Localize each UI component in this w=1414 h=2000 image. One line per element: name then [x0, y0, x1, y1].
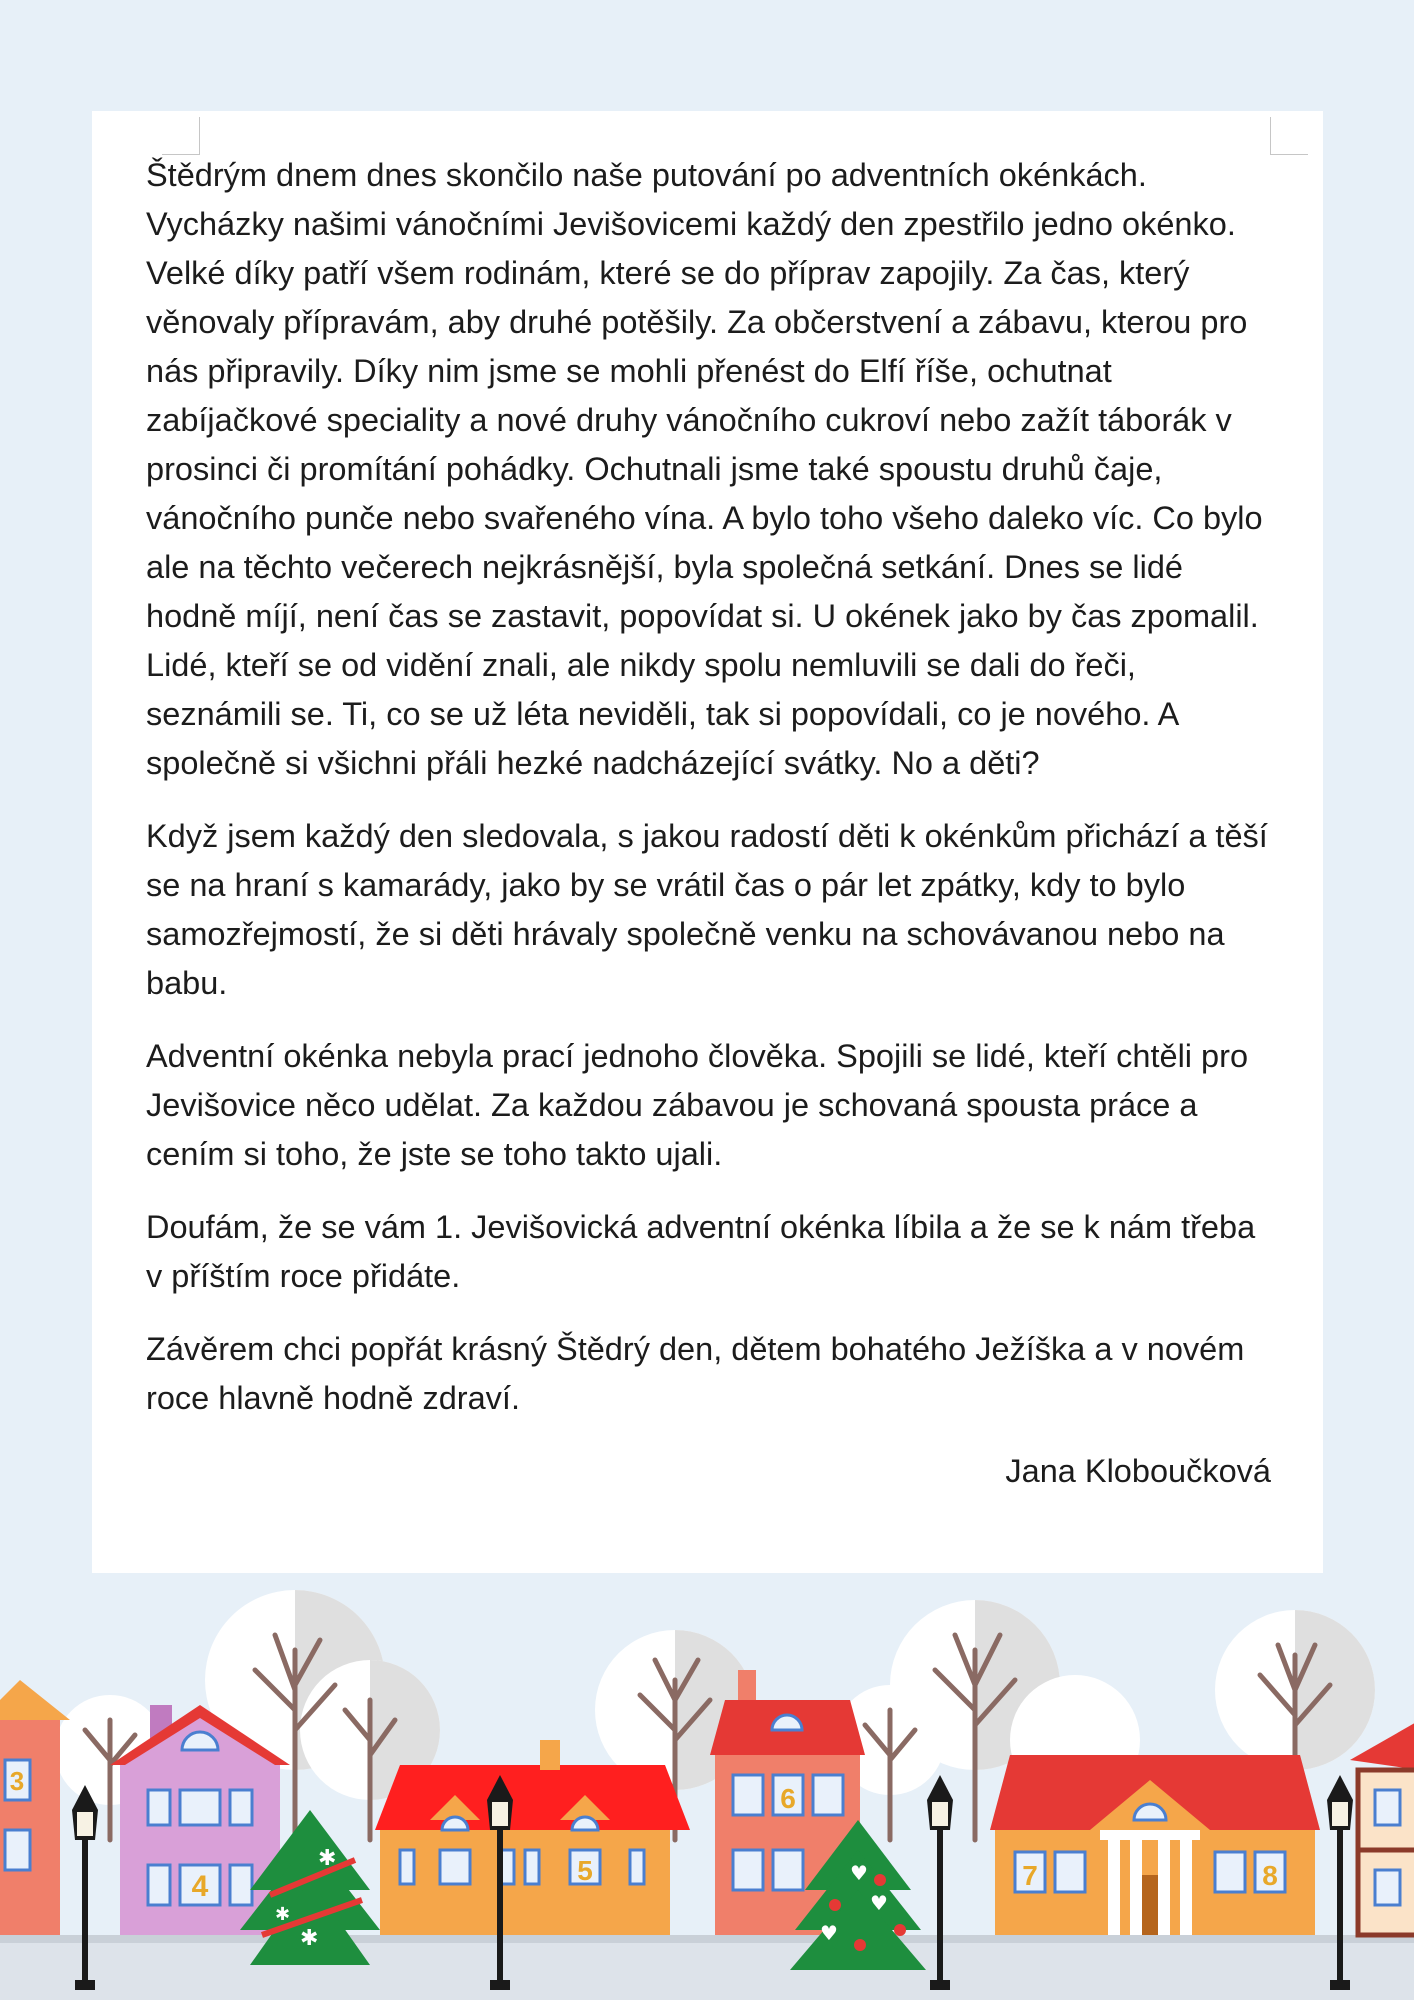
signature: Jana Kloboučková [1005, 1453, 1271, 1489]
house-number-7: 7 [1022, 1860, 1038, 1891]
ground [0, 1935, 1414, 2000]
house-number-3: 3 [9, 1766, 25, 1796]
paragraph-3: Adventní okénka nebyla prací jednoho člověka. Spojili se lidé, kteří chtěli pro Jevišovice něco udělat. Za každou zábavou je schovaná spousta práce a cením si toho, že jste se toho takto ujali. [146, 1038, 1249, 1172]
paragraph-5: Závěrem chci popřát krásný Štědrý den, dětem bohatého Ježíška a v novém roce hlavně hodně zdraví. [146, 1331, 1245, 1416]
house-7-8 [990, 1755, 1320, 1935]
paragraph-4: Doufám, že se vám 1. Jevišovická adventní okénka líbila a že se k nám třeba v příštím roce přidáte. [146, 1209, 1256, 1294]
house-number-4: 4 [191, 1870, 209, 1903]
house-5 [375, 1740, 690, 1935]
crop-mark-top-right [1270, 117, 1308, 155]
paragraph-1: Štědrým dnem dnes skončilo naše putování po adventních okénkách. Vycházky našimi vánočními Jevišovicemi každý den zpestřilo jedno okénko. Velké díky patří všem rodinám, které se do příprav zapojily. Za čas, který věnovaly přípravám, aby druhé potěšily. Za občerstvení a zábavu, kterou pro nás připravily. Díky nim jsme se mohli přenést do Elfí říše, ochutnat zabíjačkové speciality a nové druhy vánočního cukroví nebo zažít táborák v prosinci či promítání pohádky. Ochutnali jsme také spoustu druhů čaje, vánočního punče nebo svařeného vína. A bylo toho všeho daleko víc. Co bylo ale na těchto večerech nejkrásnější, byla společná setkání. Dnes se lidé hodně míjí, není čas se zastavit, popovídat si. U okének jako by čas zpomalil. Lidé, kteří se od vidění znali, ale nikdy spolu nemluvili se dali do řeči, seznámili se. Ti, co se už léta neviděli, tak si popovídali, co je nového. A společně si všichni přáli hezké nadcházející svátky. No a děti? [146, 157, 1263, 781]
svg-text:♥: ♥ [870, 1891, 888, 1915]
svg-text:♥: ♥ [850, 1861, 868, 1885]
crop-mark-top-left [162, 117, 200, 155]
house-3 [0, 1680, 70, 1935]
svg-text:✱: ✱ [275, 1904, 291, 1925]
svg-text:✱: ✱ [318, 1846, 337, 1871]
letter-page [92, 111, 1323, 1573]
paragraph-2: Když jsem každý den sledovala, s jakou radostí děti k okénkům přichází a těší se na hraní s kamarády, jako by se vrátil čas o pár let zpátky, kdy to bylo samozřejmostí, že si děti hrávaly společně venku na schovávanou nebo na babu. [146, 818, 1268, 1001]
house-number-8: 8 [1262, 1860, 1278, 1891]
letter-body [146, 151, 1271, 1496]
house-number-6: 6 [780, 1783, 796, 1814]
christmas-village-illustration [0, 1590, 1414, 2000]
svg-text:✱: ✱ [300, 1926, 319, 1951]
house-number-5: 5 [577, 1855, 593, 1886]
svg-text:♥: ♥ [820, 1921, 838, 1945]
house-timber [1350, 1720, 1414, 1935]
